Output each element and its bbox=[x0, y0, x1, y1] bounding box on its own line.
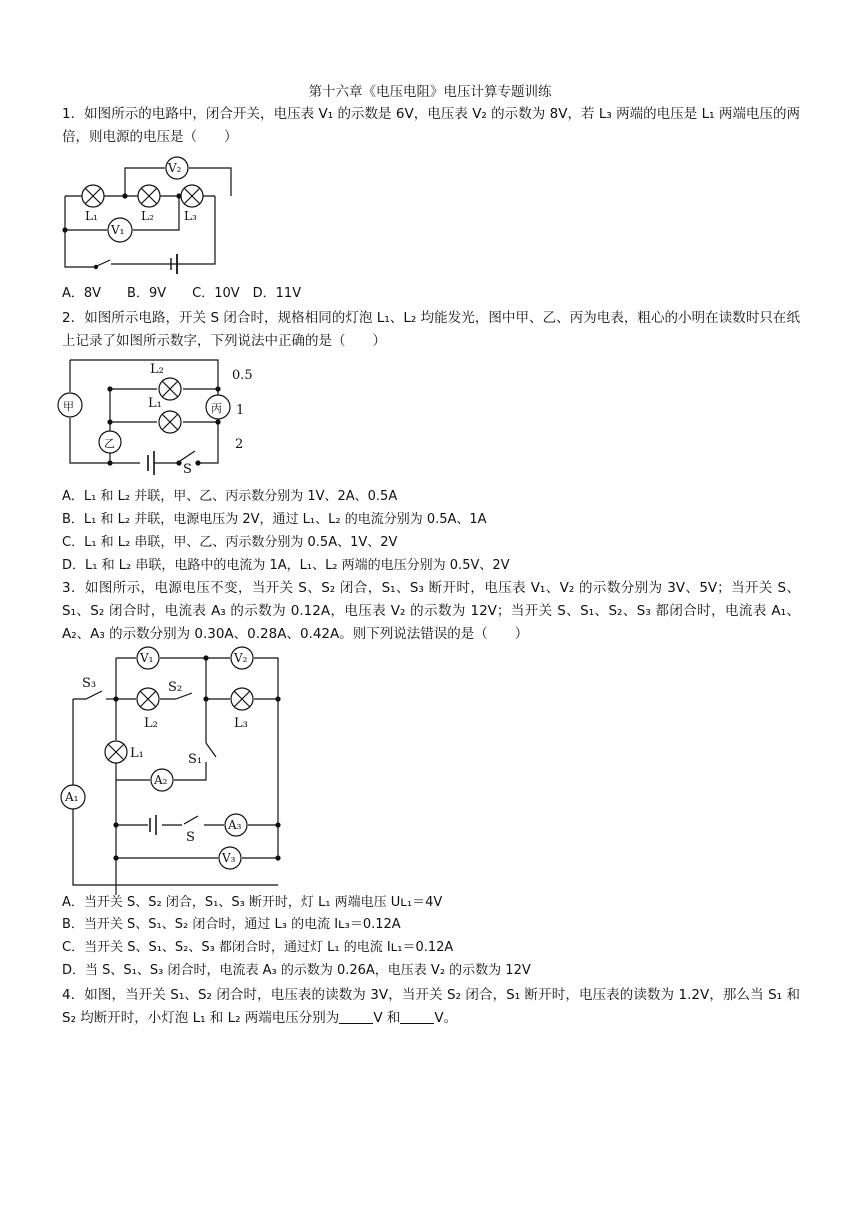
q4-blank-1[interactable] bbox=[339, 1009, 373, 1024]
q1-circuit-diagram bbox=[55, 150, 225, 275]
q2-s-label: S bbox=[183, 462, 192, 477]
q2-reading-1: 0.5 bbox=[232, 368, 253, 383]
q3-a1-label: A₁ bbox=[65, 790, 79, 804]
q3-v3-label: V₃ bbox=[222, 851, 236, 865]
q2-bing-label: 丙 bbox=[211, 402, 222, 415]
q1-options: A．8V B．9V C．10V D．11V bbox=[62, 286, 302, 301]
q2-circuit-diagram bbox=[60, 355, 260, 475]
q3-a2-label: A₂ bbox=[154, 773, 168, 787]
q3-l1-label: L₁ bbox=[130, 746, 144, 761]
q2-yi-label: 乙 bbox=[104, 437, 115, 450]
q3-option-c: C．当开关 S、S₁、S₂、S₃ 都闭合时，通过灯 L₁ 的电流 Iʟ₁＝0.12A bbox=[62, 940, 454, 955]
q2-reading-2: 1 bbox=[236, 403, 245, 418]
q3-l2-label: L₂ bbox=[144, 716, 158, 731]
q3-s-label: S bbox=[186, 830, 195, 845]
q3-lamp-l3 bbox=[231, 688, 253, 710]
q1-lamp-l3 bbox=[181, 185, 203, 207]
q2-jia-label: 甲 bbox=[63, 400, 74, 413]
q3-s2-label: S₂ bbox=[168, 680, 183, 695]
q1-l2-label: L₂ bbox=[141, 209, 154, 223]
q1-lamp-l1 bbox=[82, 185, 104, 207]
q4-text-part-c: V。 bbox=[434, 1010, 458, 1026]
q2-lamp-l1 bbox=[159, 411, 181, 433]
q2-reading-3: 2 bbox=[235, 437, 244, 452]
question-1-text: 1．如图所示的电路中，闭合开关，电压表 V₁ 的示数是 6V，电压表 V₂ 的示数为 8V，若 L₃ 两端的电压是 L₁ 两端电压的两倍，则电源的电压是（ ） bbox=[62, 106, 800, 145]
q3-lamp-l1 bbox=[105, 741, 127, 763]
q2-l1-label: L₁ bbox=[148, 396, 162, 411]
q3-s3-label: S₃ bbox=[82, 676, 97, 691]
q3-option-a: A．当开关 S、S₂ 闭合，S₁、S₃ 断开时，灯 L₁ 两端电压 Uʟ₁＝4V bbox=[62, 895, 443, 910]
q1-v1-label: V₁ bbox=[111, 223, 125, 237]
q2-option-c: C．L₁ 和 L₂ 串联，甲、乙、丙示数分别为 0.5A、1V、2V bbox=[62, 535, 398, 550]
q1-lamp-l2 bbox=[138, 185, 160, 207]
q1-l3-label: L₃ bbox=[184, 209, 197, 223]
q3-v1-label: V₁ bbox=[140, 651, 154, 665]
q3-option-b: B．当开关 S、S₁、S₂ 闭合时，通过 L₃ 的电流 Iʟ₃＝0.12A bbox=[62, 917, 401, 932]
q4-blank-2[interactable] bbox=[400, 1009, 434, 1024]
question-2-text: 2．如图所示电路，开关 S 闭合时，规格相同的灯泡 L₁、L₂ 均能发光，图中甲、乙、丙为电表，粗心的小明在读数时只在纸上记录了如图所示数字，下列说法中正确的是（ ） bbox=[62, 310, 800, 349]
page-title: 第十六章《电压电阻》电压计算专题训练 bbox=[308, 84, 552, 100]
q1-l1-label: L₁ bbox=[85, 209, 98, 223]
q3-lamp-l2 bbox=[137, 688, 159, 710]
q2-option-b: B．L₁ 和 L₂ 并联，电源电压为 2V，通过 L₁、L₂ 的电流分别为 0.5A、1A bbox=[62, 512, 487, 527]
question-4-text bbox=[62, 984, 800, 1030]
q3-a3-label: A₃ bbox=[228, 818, 242, 832]
q2-l2-label: L₂ bbox=[150, 362, 164, 377]
q2-option-d: D．L₁ 和 L₂ 串联，电路中的电流为 1A，L₁、L₂ 两端的电压分别为 0.5V、2V bbox=[62, 558, 510, 573]
q3-s1-label: S₁ bbox=[188, 752, 203, 767]
q3-v2-label: V₂ bbox=[234, 651, 248, 665]
q1-v2-label: V₂ bbox=[168, 161, 182, 175]
q2-lamp-l2 bbox=[159, 378, 181, 400]
question-3-text: 3．如图所示，电源电压不变，当开关 S、S₂ 闭合，S₁、S₃ 断开时，电压表 V₁、V₂ 的示数分别为 3V、5V；当开关 S、S₁、S₂ 闭合时，电流表 A₃ 的示数为 0.12A，电压表 V₂ 的示数为 12V；当开关 S、S₁、S₂、S₃ 都闭合时，电流表 A₁、A₂、A₃ 的示数分别为 0.30A、0.28A、0.42A。则下列说法错误的是（ ） bbox=[62, 580, 800, 642]
q2-option-a: A．L₁ 和 L₂ 并联，甲、乙、丙示数分别为 1V、2A、0.5A bbox=[62, 489, 398, 504]
q3-option-d: D．当 S、S₁、S₃ 闭合时，电流表 A₃ 的示数为 0.26A，电压表 V₂ 的示数为 12V bbox=[62, 963, 531, 978]
q3-l3-label: L₃ bbox=[234, 716, 248, 731]
q4-text-part-b: V 和 bbox=[373, 1010, 401, 1026]
q3-circuit-diagram bbox=[58, 645, 288, 890]
q4-text-part-a: 4．如图，当开关 S₁、S₂ 闭合时，电压表的读数为 3V，当开关 S₂ 闭合，S₁ 断开时，电压表的读数为 1.2V，那么当 S₁ 和 S₂ 均断开时，小灯泡 L₁ 和 L₂ 两端电压分别为 bbox=[62, 987, 800, 1026]
